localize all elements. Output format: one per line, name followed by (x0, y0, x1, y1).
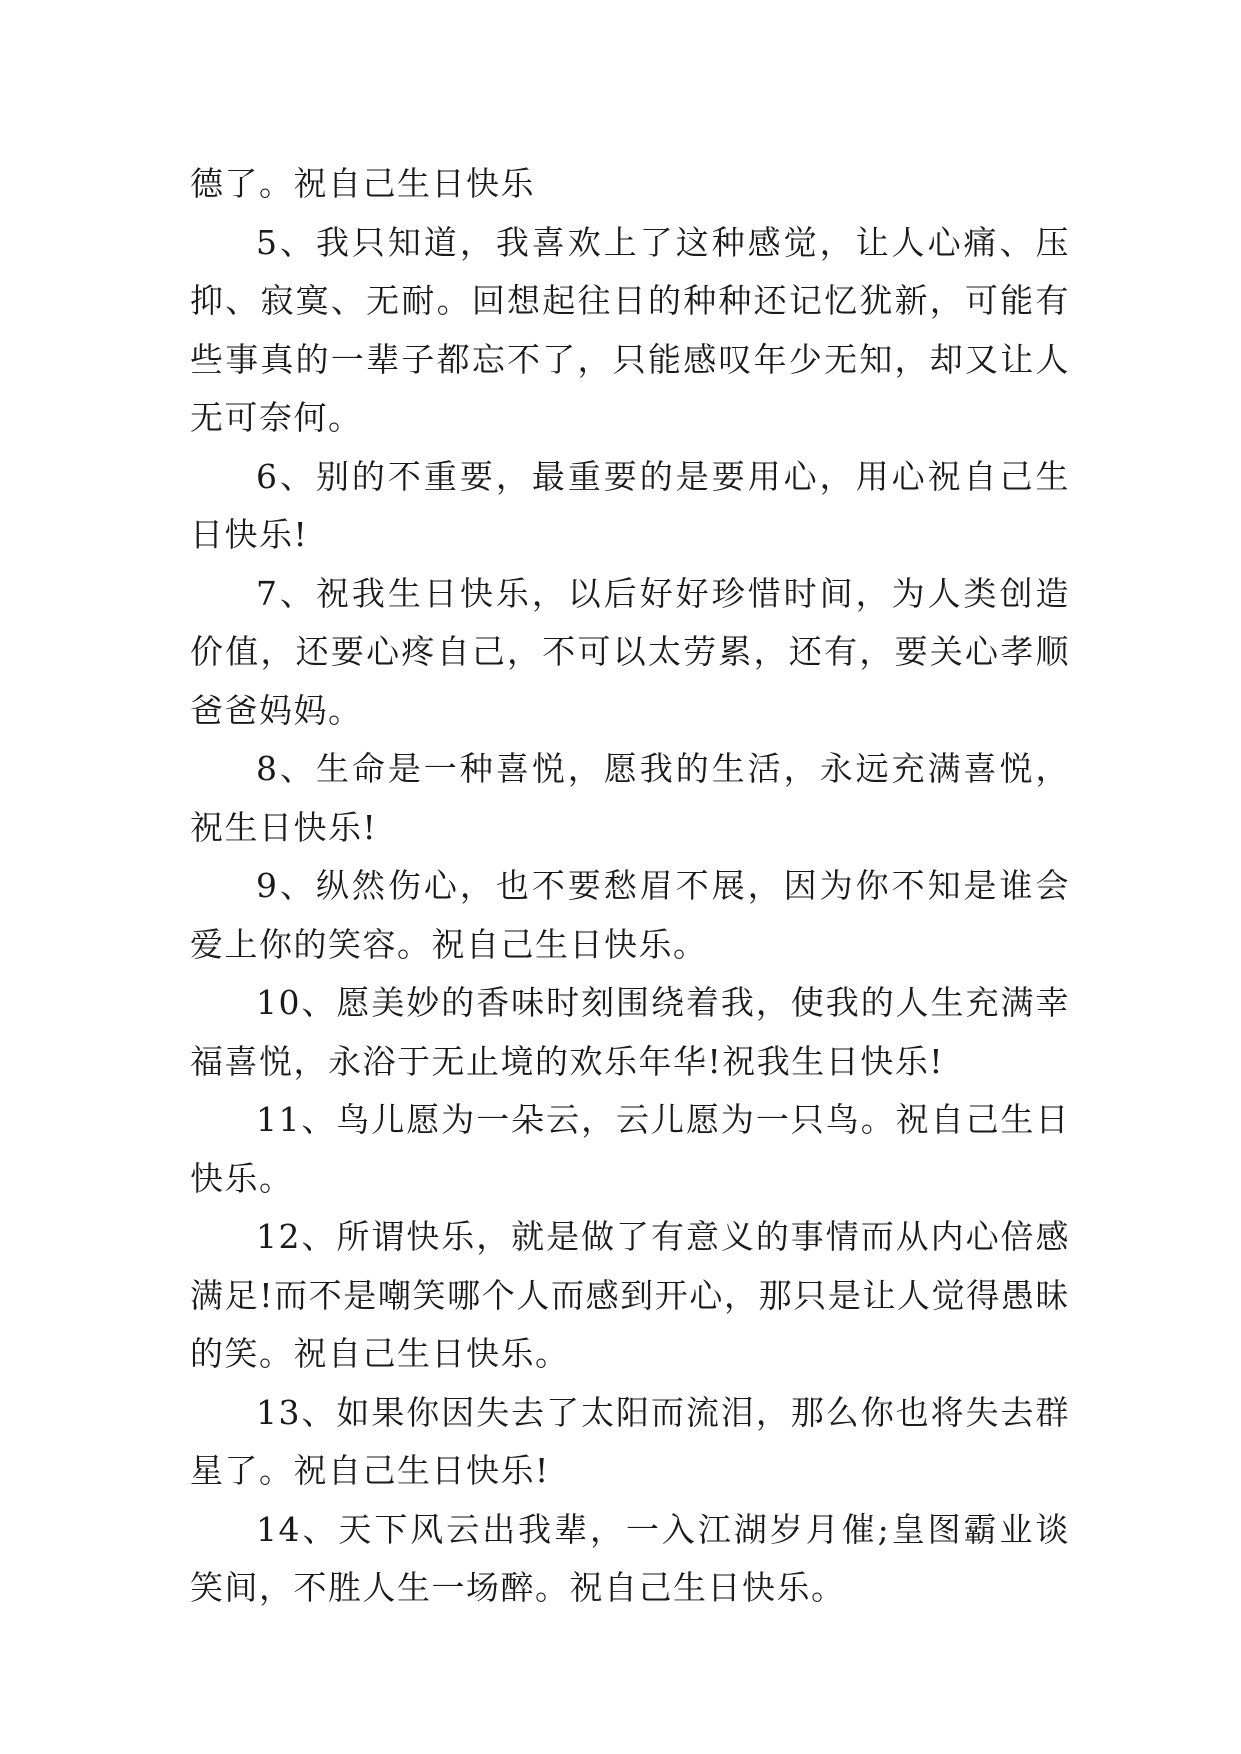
paragraph-item-13: 13、如果你因失去了太阳而流泪，那么你也将失去群星了。祝自己生日快乐! (190, 1392, 1070, 1490)
paragraph-item-8: 8、生命是一种喜悦，愿我的生活，永远充满喜悦，祝生日快乐! (190, 749, 1070, 847)
paragraph-item-7: 7、祝我生日快乐，以后好好珍惜时间，为人类创造价值，还要心疼自己，不可以太劳累，还有，要关心孝顺爸爸妈妈。 (190, 573, 1070, 730)
paragraph-item-11: 11、鸟儿愿为一朵云，云儿愿为一只鸟。祝自己生日快乐。 (190, 1100, 1070, 1198)
paragraph-item-12: 12、所谓快乐，就是做了有意义的事情而从内心倍感满足!而不是嘲笑哪个人而感到开心，那只是让人觉得愚昧的笑。祝自己生日快乐。 (190, 1217, 1070, 1373)
paragraph-item-14: 14、天下风云出我辈，一入江湖岁月催;皇图霸业谈笑间，不胜人生一场醉。祝自己生日快乐。 (190, 1509, 1070, 1607)
paragraph-item-10: 10、愿美妙的香味时刻围绕着我，使我的人生充满幸福喜悦，永浴于无止境的欢乐年华!祝我生日快乐! (190, 983, 1070, 1081)
paragraph-item-9: 9、纵然伤心，也不要愁眉不展，因为你不知是谁会爱上你的笑容。祝自己生日快乐。 (190, 866, 1070, 964)
document-body (190, 155, 1070, 1618)
paragraph-item-5: 5、我只知道，我喜欢上了这种感觉，让人心痛、压抑、寂寞、无耐。回想起往日的种种还记忆犹新，可能有些事真的一辈子都忘不了，只能感叹年少无知，却又让人无可奈何。 (190, 222, 1070, 437)
paragraph-continuation: 德了。祝自己生日快乐 (190, 164, 535, 203)
paragraph-item-6: 6、别的不重要，最重要的是要用心，用心祝自己生日快乐! (190, 456, 1070, 554)
